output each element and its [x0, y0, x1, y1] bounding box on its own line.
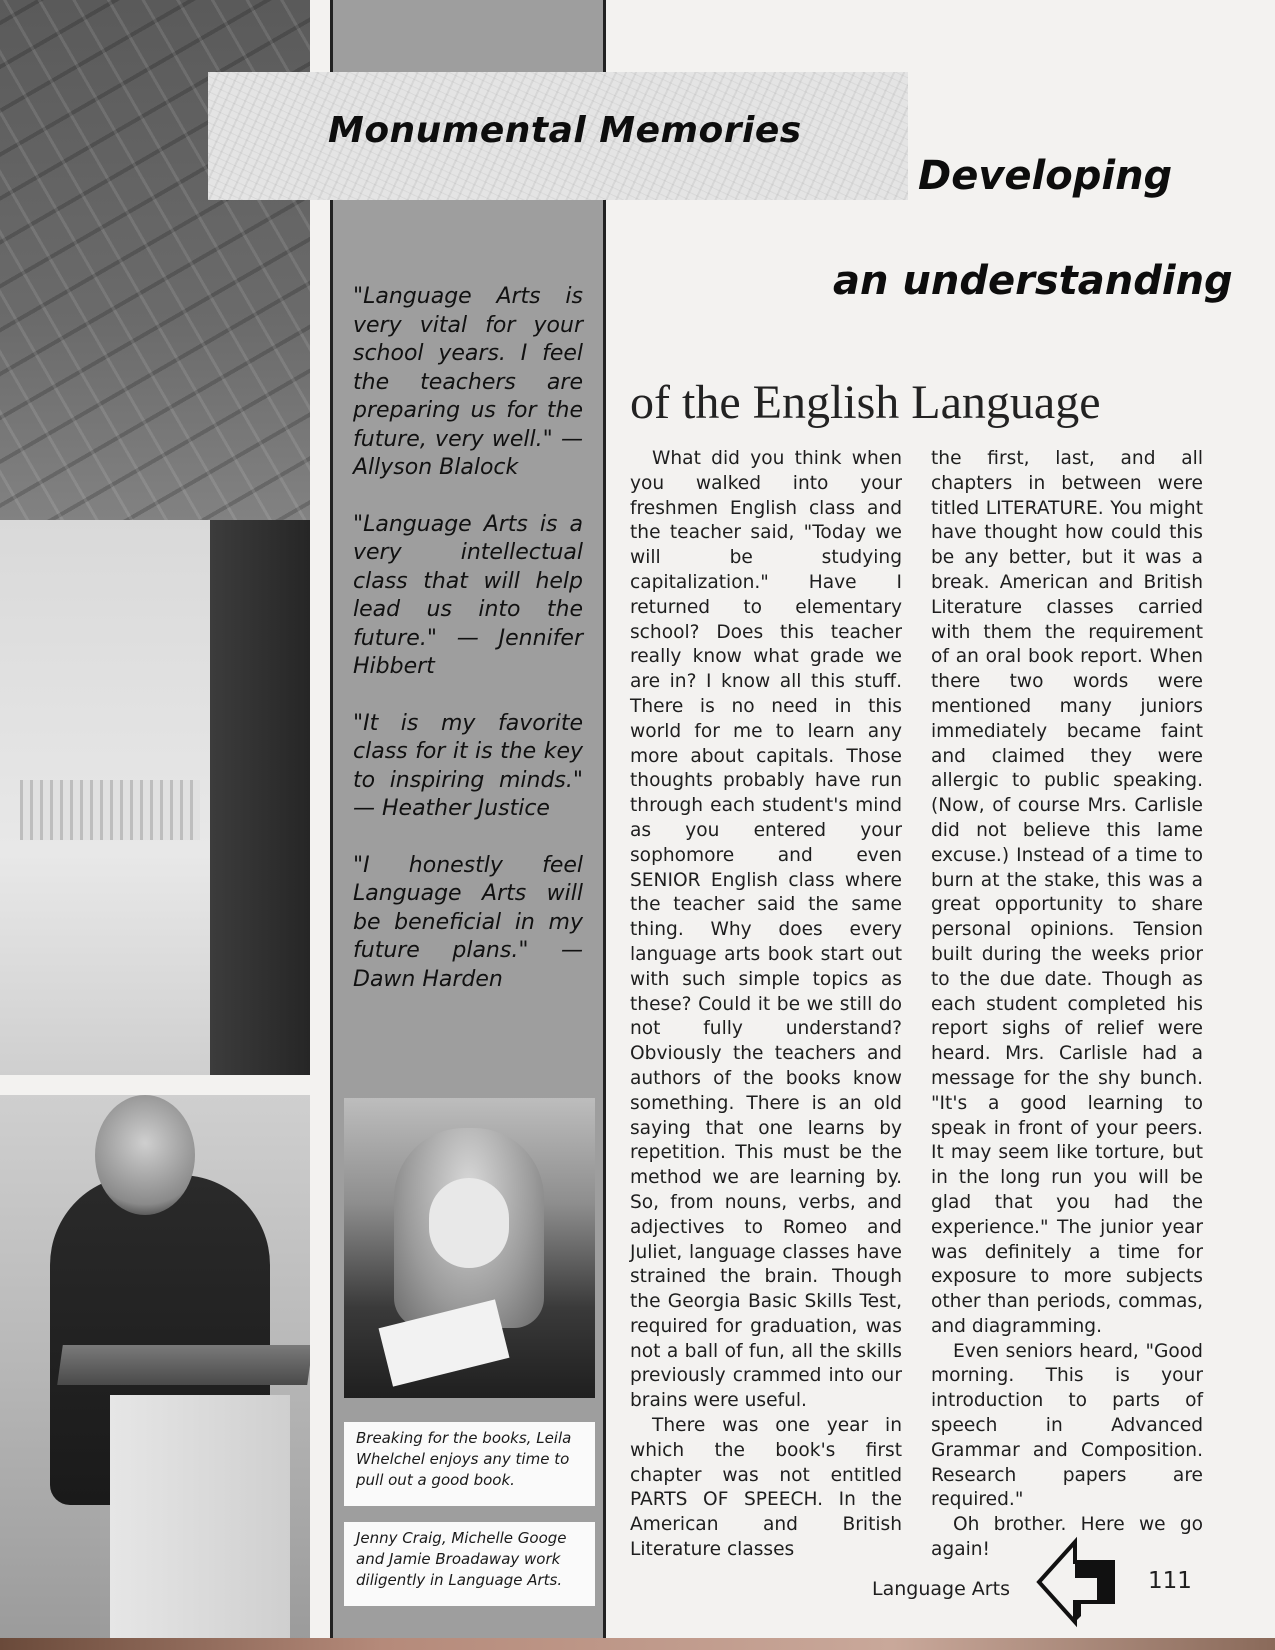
quote-list: [353, 283, 583, 1022]
left-arrow-icon: [1035, 1534, 1127, 1630]
title-banner: [208, 72, 908, 200]
photo-head: [95, 1095, 195, 1215]
page-edge: [0, 1638, 1275, 1650]
caption-group: Jenny Craig, Michelle Googe and Jamie Broadaway work diligently in Language Arts.: [344, 1522, 595, 1606]
article-paragraph: Oh brother. Here we go again!: [931, 1514, 1203, 1561]
quote-heather-justice: "It is my favorite class for it is the key to inspiring minds." — Heather Justice: [353, 710, 583, 821]
quote-jennifer-hibbert: "Language Arts is a very intellectual class that will help lead us into the future." — Jennifer Hibbert: [353, 511, 583, 679]
headline-line-2: an understanding: [833, 258, 1233, 304]
quote-dawn-harden: "I honestly feel Language Arts will be beneficial in my future plans." — Dawn Harden: [353, 852, 583, 992]
headline-line-1: Developing: [918, 153, 1173, 199]
page-title: Monumental Memories: [328, 110, 802, 151]
headline-line-3: of the English Language: [630, 376, 1101, 429]
article-paragraph: What did you think when you walked into your freshmen English class and the teacher said, "Today we will be studying capitalization." Have I returned to elementary school? Does this teacher really know what grade we are in? I know all this stuff. There is no need in this world for me to learn any more about capitals. Those thoughts probably have run through each student's mind as you entered your sophomore and even SENIOR English class where the teacher said the same thing. Why does every language arts book start out with such simple topics as these? Could it be we still do not fully understand? Obviously the teachers and authors of the books know something. There is an old saying that one learns by repetition. This must be the method we are learning by. So, from nouns, verbs, and adjectives to Romeo and Juliet, language classes have strained the brain. Though the Georgia Basic Skills Test, required for graduation, was not a ball of fun, all the skills previously crammed into our brains were useful.: [630, 448, 902, 1412]
photo-radiator: [20, 780, 200, 840]
quote-allyson-blalock: "Language Arts is very vital for your school years. I feel the teachers are preparing us for the future, very well." — Allyson Blalock: [353, 284, 583, 480]
photo-desk: [57, 1345, 310, 1385]
section-label: Language Arts: [872, 1578, 1010, 1600]
caption-girl-reading: Breaking for the books, Leila Whelchel enjoys any time to pull out a good book.: [344, 1422, 595, 1506]
photo-girl-reading: [344, 1098, 595, 1398]
photo-face: [429, 1178, 509, 1268]
article-column-1: [630, 447, 902, 1563]
photo-student-at-desk: [0, 1095, 310, 1650]
page-number: 111: [1148, 1568, 1192, 1594]
article-paragraph: There was one year in which the book's first chapter was not entitled PARTS OF SPEECH. In the American and British Literature classes: [630, 1415, 902, 1561]
article-paragraph: the first, last, and all chapters in between were titled LITERATURE. You might have thought how could this be any better, but it was a break. American and British Literature classes carried with them the requirement of an oral book report. When there two words were mentioned many juniors immediately became faint and claimed they were allergic to public speaking. (Now, of course Mrs. Carlisle did not believe this lame excuse.) Instead of a time to burn at the stake, this was a great opportunity to share personal opinions. Tension built during the weeks prior to the due date. Though as each student completed his report sighs of relief were heard. Mrs. Carlisle had a message for the shy bunch. "It's a good learning to speak in front of your peers. It may seem like torture, but in the long run you will be glad that you had the experience." The junior year was definitely a time for exposure to more subjects other than periods, commas, and diagramming.: [931, 448, 1203, 1337]
article-paragraph: Even seniors heard, "Good morning. This is your introduction to parts of speech in Advanced Grammar and Composition. Research papers are required.": [931, 1340, 1203, 1511]
photo-figure: [210, 520, 310, 1075]
photo-legs: [110, 1395, 290, 1650]
article-column-2: [931, 447, 1203, 1563]
